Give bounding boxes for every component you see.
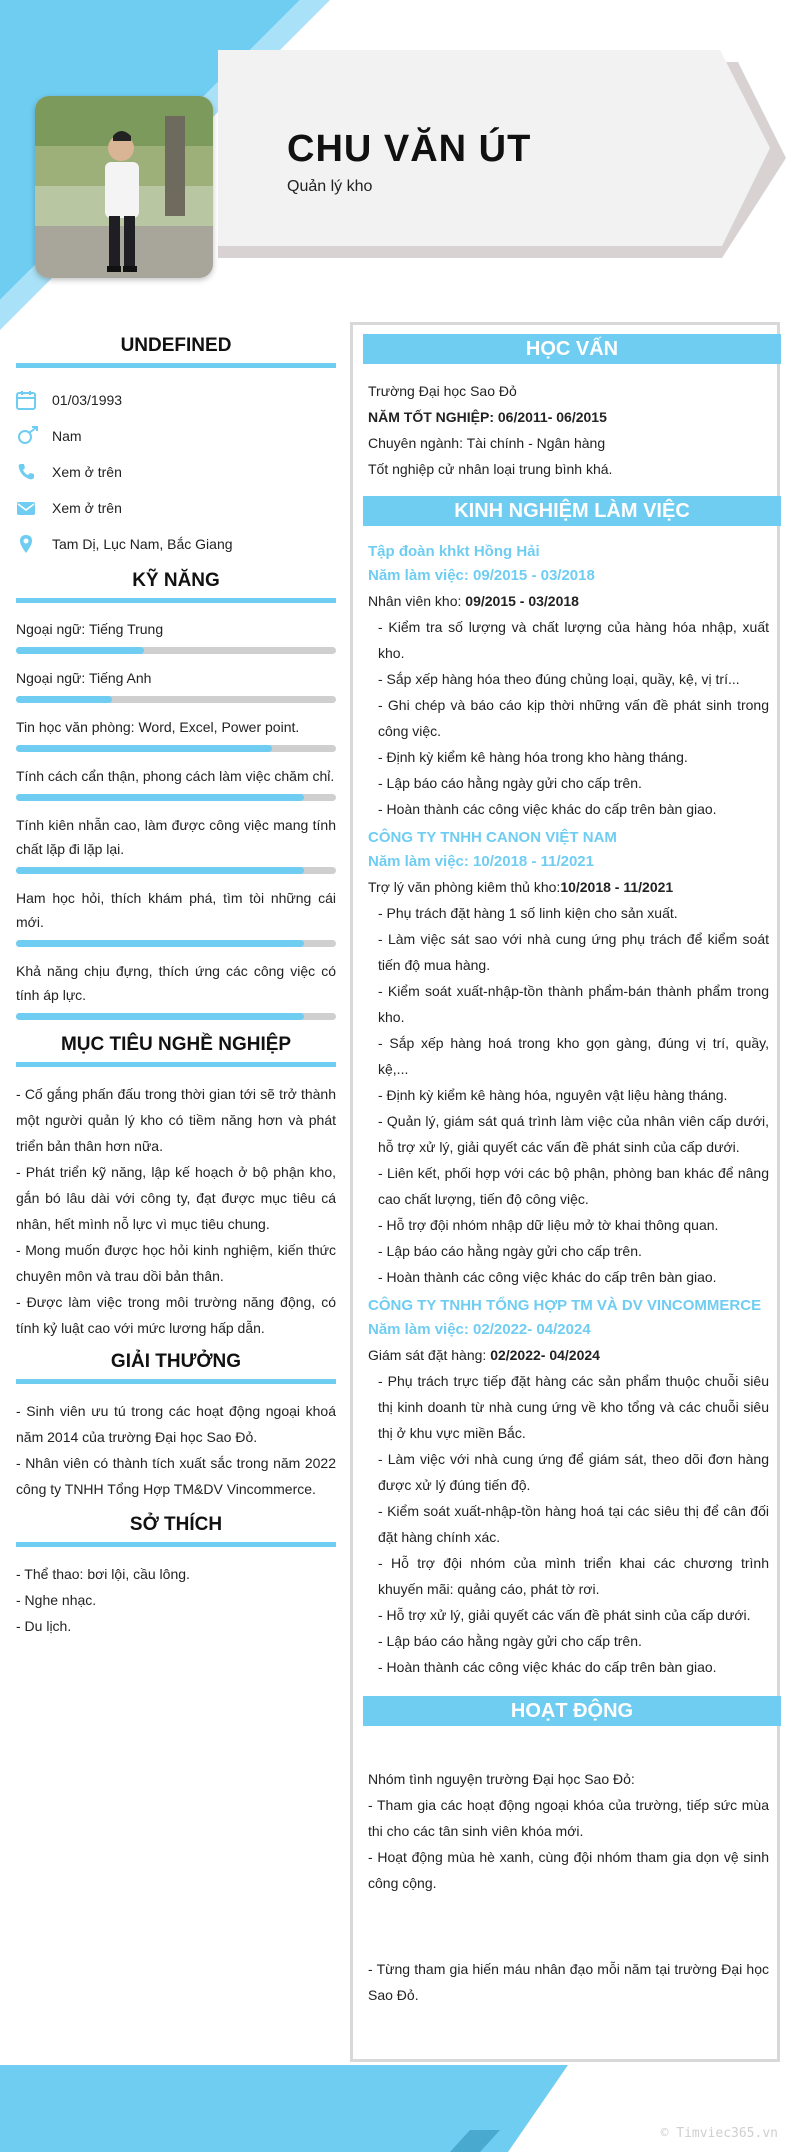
personal-info-list xyxy=(16,382,336,562)
skill-item xyxy=(16,959,336,1020)
awards-text xyxy=(16,1398,336,1502)
address-row xyxy=(16,526,336,562)
graduation-year: NĂM TỐT NGHIỆP: 06/2011- 06/2015 xyxy=(368,409,607,425)
birthdate-text: 01/03/1993 xyxy=(52,392,123,408)
skill-level-fill xyxy=(16,940,304,947)
job-role xyxy=(363,1342,781,1368)
job-duty: - Hoàn thành các công việc khác do cấp trên bàn giao. xyxy=(378,1269,717,1285)
job-duty: - Hoàn thành các công việc khác do cấp trên bàn giao. xyxy=(378,1659,717,1675)
degree: Tốt nghiệp cử nhân loại trung bình khá. xyxy=(368,461,613,477)
phone-row xyxy=(16,454,336,490)
job-duty: - Ghi chép và báo cáo kịp thời những vấn đề phát sinh trong công việc. xyxy=(378,697,769,739)
location-pin-icon xyxy=(16,532,52,556)
work-period: Năm làm việc: 09/2015 - 03/2018 xyxy=(368,567,595,584)
gender-text: Nam xyxy=(52,428,82,444)
job-duty: - Làm việc sát sao với nhà cung ứng phụ trách để kiểm soát tiến độ mua hàng. xyxy=(378,931,769,973)
job-title: Quản lý kho xyxy=(287,178,373,195)
candidate-name: CHU VĂN ÚT xyxy=(287,128,532,170)
hobby-line: - Du lịch. xyxy=(16,1618,72,1634)
activities-block xyxy=(363,1726,781,2008)
activity-line: - Hoạt động mùa hè xanh, cùng đội nhóm tham gia dọn vệ sinh công cộng. xyxy=(368,1849,769,1891)
role-label: Trợ lý văn phòng kiêm thủ kho: xyxy=(368,879,561,895)
skill-level-bar xyxy=(16,1013,336,1020)
activities-title: HOẠT ĐỘNG xyxy=(363,1696,781,1726)
objective-text xyxy=(16,1081,336,1341)
skill-item xyxy=(16,813,336,874)
right-column xyxy=(363,334,781,2008)
company-name: CÔNG TY TNHH TỔNG HỢP TM VÀ DV VINCOMMERCE xyxy=(368,1297,762,1314)
job-duty: - Hỗ trợ xử lý, giải quyết các vấn đề phát sinh của cấp dưới. xyxy=(378,1607,751,1623)
skill-level-fill xyxy=(16,1013,304,1020)
skill-label: Tính cách cẩn thận, phong cách làm việc chăm chỉ. xyxy=(16,768,335,784)
objective-line: - Được làm việc trong môi trường năng động, có tính kỷ luật cao với mức lương hấp dẫn. xyxy=(16,1294,336,1336)
skill-level-bar xyxy=(16,940,336,947)
skill-level-fill xyxy=(16,867,304,874)
work-period: Năm làm việc: 10/2018 - 11/2021 xyxy=(368,853,594,870)
major: Chuyên ngành: Tài chính - Ngân hàng xyxy=(368,435,606,451)
address-text: Tam Dị, Lục Nam, Bắc Giang xyxy=(52,536,233,552)
phone-icon xyxy=(16,460,52,484)
skill-item xyxy=(16,764,336,801)
role-period: 09/2015 - 03/2018 xyxy=(465,593,579,609)
job-entry xyxy=(363,1294,781,1680)
job-duty: - Phụ trách đặt hàng 1 số linh kiện cho sản xuất. xyxy=(378,905,678,921)
email-text: Xem ở trên xyxy=(52,500,122,516)
job-duty: - Hoàn thành các công việc khác do cấp trên bàn giao. xyxy=(378,801,717,817)
skill-item xyxy=(16,886,336,947)
job-role xyxy=(363,874,781,900)
skill-level-fill xyxy=(16,647,144,654)
job-role xyxy=(363,588,781,614)
awards-title: GIẢI THƯỞNG xyxy=(16,1351,336,1384)
job-duty: - Lập báo cáo hằng ngày gửi cho cấp trên. xyxy=(378,1243,642,1259)
phone-text: Xem ở trên xyxy=(52,464,122,480)
skill-item xyxy=(16,666,336,703)
objective-line: - Mong muốn được học hỏi kinh nghiệm, kiến thức chuyên môn và trau dồi bản thân. xyxy=(16,1242,336,1284)
skill-item xyxy=(16,715,336,752)
job-duty: - Lập báo cáo hằng ngày gửi cho cấp trên. xyxy=(378,1633,642,1649)
personal-info-title: UNDEFINED xyxy=(16,335,336,368)
job-duty: - Quản lý, giám sát quá trình làm việc của nhân viên cấp dưới, hỗ trợ xử lý, giải quyết các vấn đề phát sinh của cấp dưới. xyxy=(378,1113,769,1155)
skill-label: Ngoại ngữ: Tiếng Anh xyxy=(16,670,152,686)
education-title: HỌC VẤN xyxy=(363,334,781,364)
skill-level-bar xyxy=(16,794,336,801)
hobby-line: - Nghe nhạc. xyxy=(16,1592,97,1608)
gender-icon xyxy=(16,424,52,448)
job-entry xyxy=(363,826,781,1290)
gender-row xyxy=(16,418,336,454)
job-duty: - Hỗ trợ đội nhóm nhập dữ liệu mở tờ khai thông quan. xyxy=(378,1217,719,1233)
experience-title: KINH NGHIỆM LÀM VIỆC xyxy=(363,496,781,526)
school-name: Trường Đại học Sao Đỏ xyxy=(368,383,517,399)
objective-title: MỤC TIÊU NGHỀ NGHIỆP xyxy=(16,1034,336,1067)
job-duty: - Định kỳ kiểm kê hàng hóa trong kho hàng tháng. xyxy=(378,749,688,765)
watermark: © Timviec365.vn xyxy=(660,2126,778,2141)
role-period: 10/2018 - 11/2021 xyxy=(560,879,674,895)
skill-level-bar xyxy=(16,867,336,874)
objective-line: - Cố gắng phấn đấu trong thời gian tới sẽ trở thành một người quản lý kho có tiềm năng hơn và phát triển bản thân hơn nữa. xyxy=(16,1086,336,1154)
education-block xyxy=(363,364,781,496)
skill-label: Khả năng chịu đựng, thích ứng các công việc có tính áp lực. xyxy=(16,963,336,1003)
activity-line: - Tham gia các hoạt động ngoại khóa của trường, tiếp sức mùa thi cho các tân sinh viên khóa mới. xyxy=(368,1797,769,1839)
job-duty: - Sắp xếp hàng hoá trong kho gọn gàng, đúng vị trí, quầy, kệ,... xyxy=(378,1035,769,1077)
job-duty: - Định kỳ kiểm kê hàng hóa, nguyên vật liệu hàng tháng. xyxy=(378,1087,728,1103)
hobbies-text xyxy=(16,1561,336,1639)
activity-extra: - Từng tham gia hiến máu nhân đạo mỗi năm tại trường Đại học Sao Đỏ. xyxy=(368,1961,769,2003)
job-duty: - Kiểm soát xuất-nhập-tồn thành phẩm-bán thành phẩm trong kho. xyxy=(378,983,769,1025)
work-period: Năm làm việc: 02/2022- 04/2024 xyxy=(368,1321,591,1338)
skill-label: Tin học văn phòng: Word, Excel, Power point. xyxy=(16,719,300,735)
role-label: Nhân viên kho: xyxy=(368,593,466,609)
skill-level-fill xyxy=(16,696,112,703)
skill-label: Ham học hỏi, thích khám phá, tìm tòi những cái mới. xyxy=(16,890,336,930)
job-duty: - Lập báo cáo hằng ngày gửi cho cấp trên. xyxy=(378,775,642,791)
role-period: 02/2022- 04/2024 xyxy=(490,1347,600,1363)
job-duty: - Làm việc với nhà cung ứng để giám sát, theo dõi đơn hàng được xử lý đúng tiến độ. xyxy=(378,1451,769,1493)
calendar-icon xyxy=(16,388,52,412)
email-icon xyxy=(16,496,52,520)
skill-level-fill xyxy=(16,745,272,752)
company-name: CÔNG TY TNHH CANON VIỆT NAM xyxy=(368,829,617,846)
skill-level-bar xyxy=(16,696,336,703)
skills-title: KỸ NĂNG xyxy=(16,570,336,603)
birthdate-row xyxy=(16,382,336,418)
hobby-line: - Thể thao: bơi lội, cầu lông. xyxy=(16,1566,190,1582)
job-duty: - Kiểm soát xuất-nhập-tồn hàng hoá tại các siêu thị để cân đối đặt hàng chính xác. xyxy=(378,1503,769,1545)
left-column xyxy=(16,335,336,1639)
skill-level-bar xyxy=(16,745,336,752)
role-label: Giám sát đặt hàng: xyxy=(368,1347,491,1363)
job-duty: - Sắp xếp hàng hóa theo đúng chủng loại, quầy, kệ, vị trí... xyxy=(378,671,740,687)
hobbies-title: SỞ THÍCH xyxy=(16,1514,336,1547)
objective-line: - Phát triển kỹ năng, lập kế hoạch ở bộ phận kho, gắn bó lâu dài với công ty, đạt được mục tiêu cá nhân, hết mình nỗ lực vì mục tiêu chung. xyxy=(16,1164,336,1232)
skill-label: Ngoại ngữ: Tiếng Trung xyxy=(16,621,164,637)
company-name: Tập đoàn khkt Hồng Hải xyxy=(368,543,540,560)
email-row xyxy=(16,490,336,526)
job-duty: - Phụ trách trực tiếp đặt hàng các sản phẩm thuộc chuỗi siêu thị kinh doanh từ nhà cung ứng về kho tổng và các chuỗi siêu thị ở khu vực miền Bắc. xyxy=(378,1373,769,1441)
job-duty: - Liên kết, phối hợp với các bộ phận, phòng ban khác để nâng cao chất lượng, tiến độ công việc. xyxy=(378,1165,769,1207)
job-entry xyxy=(363,540,781,822)
skill-label: Tính kiên nhẫn cao, làm được công việc mang tính chất lặp đi lặp lại. xyxy=(16,817,336,857)
award-line: - Nhân viên có thành tích xuất sắc trong năm 2022 công ty TNHH Tổng Hợp TM&DV Vincommerce. xyxy=(16,1455,336,1497)
profile-photo xyxy=(35,96,213,278)
award-line: - Sinh viên ưu tú trong các hoạt động ngoại khoá năm 2014 của trường Đại học Sao Đỏ. xyxy=(16,1403,336,1445)
skill-level-fill xyxy=(16,794,304,801)
job-duty: - Kiểm tra số lượng và chất lượng của hàng hóa nhập, xuất kho. xyxy=(378,619,769,661)
skill-level-bar xyxy=(16,647,336,654)
activities-intro: Nhóm tình nguyện trường Đại học Sao Đỏ: xyxy=(368,1771,635,1787)
skill-item xyxy=(16,617,336,654)
experience-list xyxy=(363,526,781,1680)
skills-list xyxy=(16,617,336,1020)
job-duty: - Hỗ trợ đội nhóm của mình triển khai các chương trình khuyến mãi: quảng cáo, phát tờ rơi. xyxy=(378,1555,769,1597)
